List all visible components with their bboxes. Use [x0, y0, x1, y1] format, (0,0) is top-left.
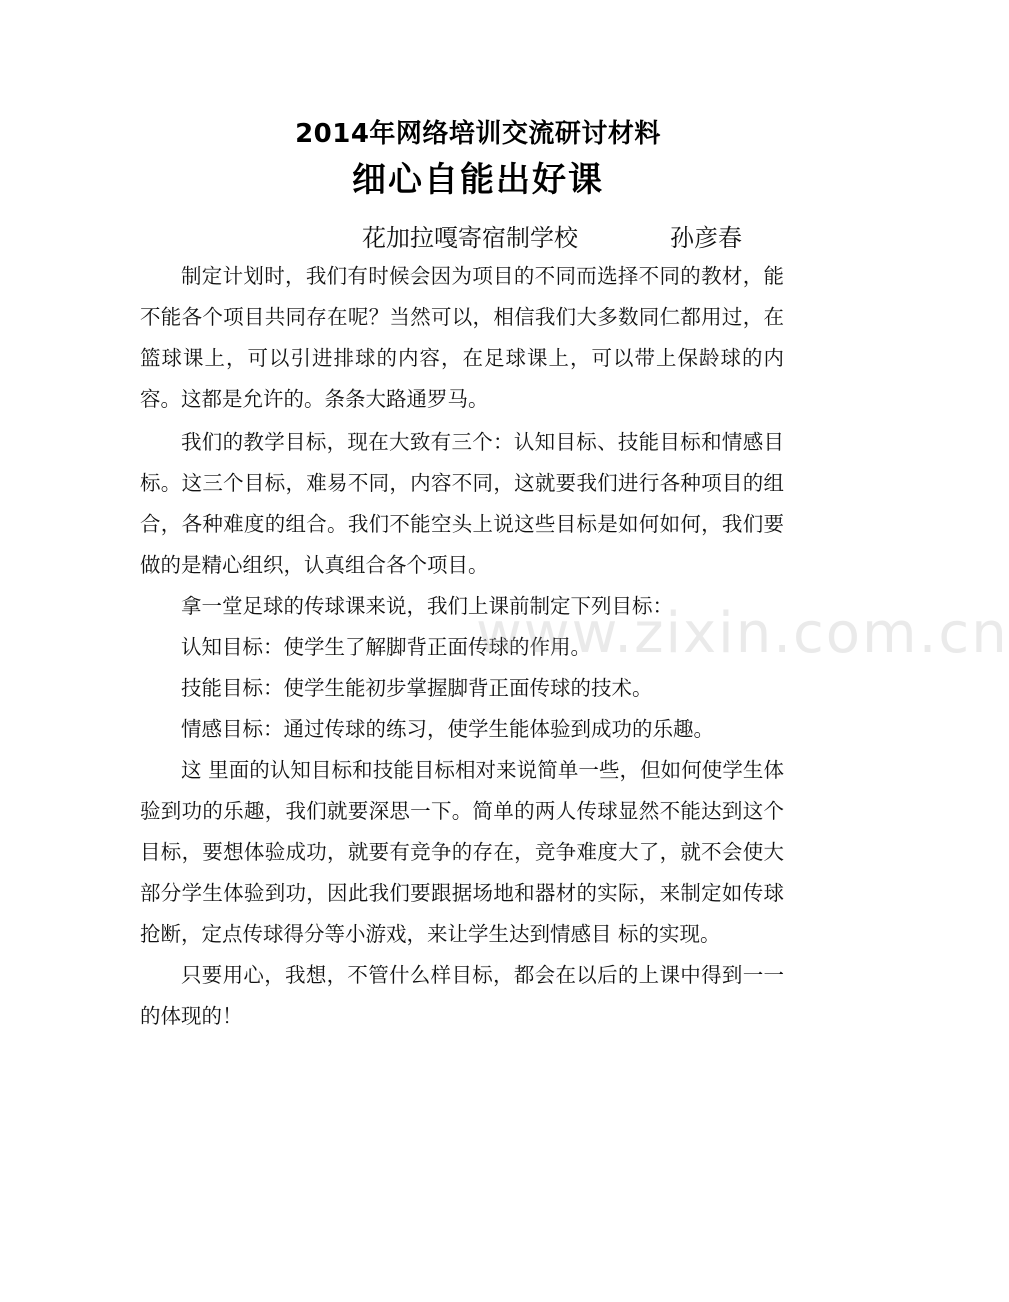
document-subtitle: 细心自能出好课: [352, 160, 604, 200]
paragraph-planning: 制定计划时，我们有时候会因为项目的不同而选择不同的教材，能不能各个项目共同存在呢？当然可以，相信我们大多数同仁都用过，在篮球课上，可以引进排球的内容，在足球课上，可以带上保龄球的内容。这都是允许的。条条大路通罗马。: [140, 264, 784, 411]
paragraph-example-intro: 拿一堂足球的传球课来说，我们上课前制定下列目标：: [181, 594, 673, 618]
author-name: 孙彦春: [670, 224, 742, 252]
goal-skill: 技能目标：使学生能初步掌握脚背正面传球的技术。: [181, 676, 653, 700]
school-name: 花加拉嘎寄宿制学校: [362, 224, 578, 252]
paragraph-conclusion: 只要用心，我想，不管什么样目标，都会在以后的上课中得到一一的体现的！: [140, 963, 784, 1028]
paragraph-objectives: 我们的教学目标，现在大致有三个：认知目标、技能目标和情感目标。这三个目标，难易不同，内容不同，这就要我们进行各种项目的组合，各种难度的组合。我们不能空头上说这些目标是如何如何，我们要做的是精心组织，认真组合各个项目。: [140, 430, 784, 577]
goal-emotional: 情感目标：通过传球的练习，使学生能体验到成功的乐趣。: [181, 717, 714, 741]
goal-cognitive: 认知目标：使学生了解脚背正面传球的作用。: [181, 635, 591, 659]
document-title: 2014年网络培训交流研讨材料: [295, 119, 661, 149]
watermark: www.zixin.com.cn: [476, 601, 1009, 666]
paragraph-analysis: 这 里面的认知目标和技能目标相对来说简单一些，但如何使学生体验到功的乐趣，我们就要深思一下。简单的两人传球显然不能达到这个目标，要想体验成功，就要有竞争的存在，竞争难度大了，就不会使大部分学生体验到功，因此我们要跟据场地和器材的实际，来制定如传球抢断，定点传球得分等小游戏，来让学生达到情感目 标的实现。: [140, 758, 784, 946]
